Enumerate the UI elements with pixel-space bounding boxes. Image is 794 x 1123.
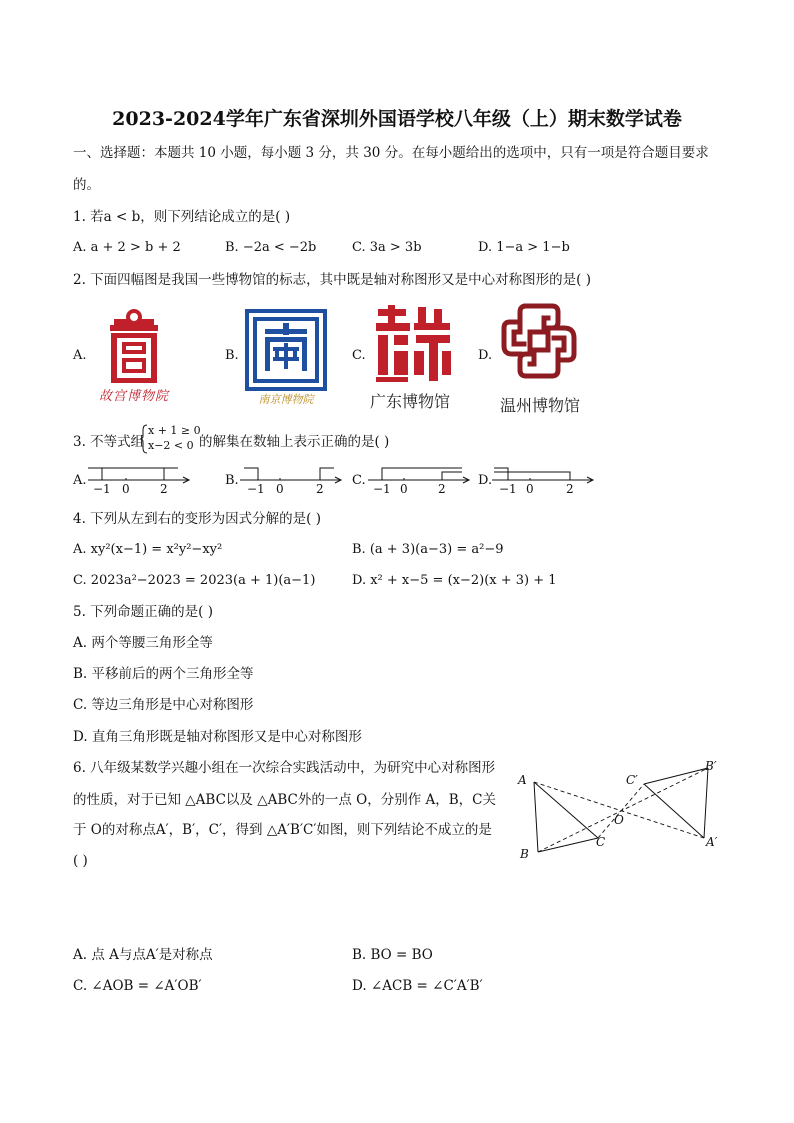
q1-stem: 1. 若a < b，则下列结论成立的是( ) [73,209,291,225]
q6-label-o: O [614,813,624,827]
q3-stem-suffix: 的解集在数轴上表示正确的是( ) [199,434,390,450]
section-heading-line1: 一、选择题：本题共 10 小题，每小题 3 分，共 30 分。在每小题给出的选项中，只有一项是符合题目要求 [73,145,709,161]
q4-option-a: A. xy²(x−1) = x²y²−xy² [73,542,223,557]
q3d-tick-2: 2 [566,482,574,496]
q3c-tick-2: 2 [438,482,446,496]
q5-option-d: D. 直角三角形既是轴对称图形又是中心对称图形 [73,729,362,745]
q6-label-a: A [518,773,527,787]
q3c-tick-neg1: −1 [373,482,391,496]
q6-label-b: B [520,847,529,861]
q3d-tick-neg1: −1 [499,482,517,496]
q6-line1: 6. 八年级某数学兴趣小组在一次综合实践活动中，为研究中心对称图形 [73,760,496,776]
q3a-tick-neg1: −1 [93,482,111,496]
brace-icon [140,424,148,454]
q6-option-d: D. ∠ACB = ∠C′A′B′ [352,978,483,994]
wenzhou-museum-logo [498,300,580,382]
q2-label-d: D. [478,348,493,363]
q5-option-b: B. 平移前后的两个三角形全等 [73,666,254,682]
q1-option-b: B. −2a < −2b [225,240,317,255]
q3a-tick-0: 0 [122,482,130,496]
q6-line2: 的性质，对于已知 △ABC以及 △ABC外的一点 O，分别作 A，B，C关 [73,792,496,808]
q4-option-d: D. x² + x−5 = (x−2)(x + 3) + 1 [352,573,557,588]
q3b-tick-0: 0 [276,482,284,496]
q6-option-a: A. 点 A与点A′是对称点 [73,947,213,963]
q6-label-a-prime: A′ [706,835,718,849]
q6-label-b-prime: B′ [705,759,717,773]
q4-option-b: B. (a + 3)(a−3) = a²−9 [352,542,504,557]
q3-label-d: D. [478,473,493,488]
q6-line3: 于 O的对称点A′，B′，C′，得到 △A′B′C′如图，则下列结论不成立的是 [73,822,492,838]
q3-inequality-1: x + 1 ≥ 0 [148,424,201,437]
guangdong-museum-caption: 广东博物馆 [370,392,451,411]
q5-stem: 5. 下列命题正确的是( ) [73,604,213,620]
q2-label-a: A. [73,348,87,363]
q2-label-b: B. [225,348,239,363]
section-heading-line2: 的。 [73,177,100,193]
q3b-tick-neg1: −1 [247,482,265,496]
q3-label-a: A. [73,473,87,488]
q3-label-b: B. [225,473,239,488]
q6-line4: ( ) [73,853,88,869]
q3-label-c: C. [352,473,366,488]
q5-option-a: A. 两个等腰三角形全等 [73,635,213,651]
q6-option-b: B. BO = BO [352,947,433,963]
q2-stem: 2. 下面四幅图是我国一些博物馆的标志，其中既是轴对称图形又是中心对称图形的是( ) [73,272,591,288]
wenzhou-museum-caption: 温州博物馆 [500,396,581,415]
q3d-tick-0: 0 [526,482,534,496]
q6-option-c: C. ∠AOB = ∠A′OB′ [73,978,202,994]
q3-stem-prefix: 3. 不等式组 [73,434,145,450]
page-title: 2023-2024学年广东省深圳外国语学校八年级（上）期末数学试卷 [112,108,682,130]
q6-label-c: C [596,835,606,849]
nanjing-museum-logo-text: 南京博物院 [258,393,314,406]
palace-museum-logo-text: 故宫博物院 [98,389,169,404]
q4-option-c: C. 2023a²−2023 = 2023(a + 1)(a−1) [73,573,316,588]
q3b-tick-2: 2 [316,482,324,496]
q6-figure [512,758,724,866]
q5-option-c: C. 等边三角形是中心对称图形 [73,697,254,713]
q3a-tick-2: 2 [160,482,168,496]
q3-inequality-2: x−2 < 0 [148,439,194,452]
q4-stem: 4. 下列从左到右的变形为因式分解的是( ) [73,511,321,527]
q1-option-c: C. 3a > 3b [352,240,422,255]
guangdong-museum-logo [374,305,452,383]
q6-label-c-prime: C′ [626,773,638,787]
q1-option-a: A. a + 2 > b + 2 [73,240,181,255]
q1-option-d: D. 1−a > 1−b [478,240,570,255]
nanjing-museum-logo [245,309,327,391]
q2-label-c: C. [352,348,366,363]
q3c-tick-0: 0 [400,482,408,496]
